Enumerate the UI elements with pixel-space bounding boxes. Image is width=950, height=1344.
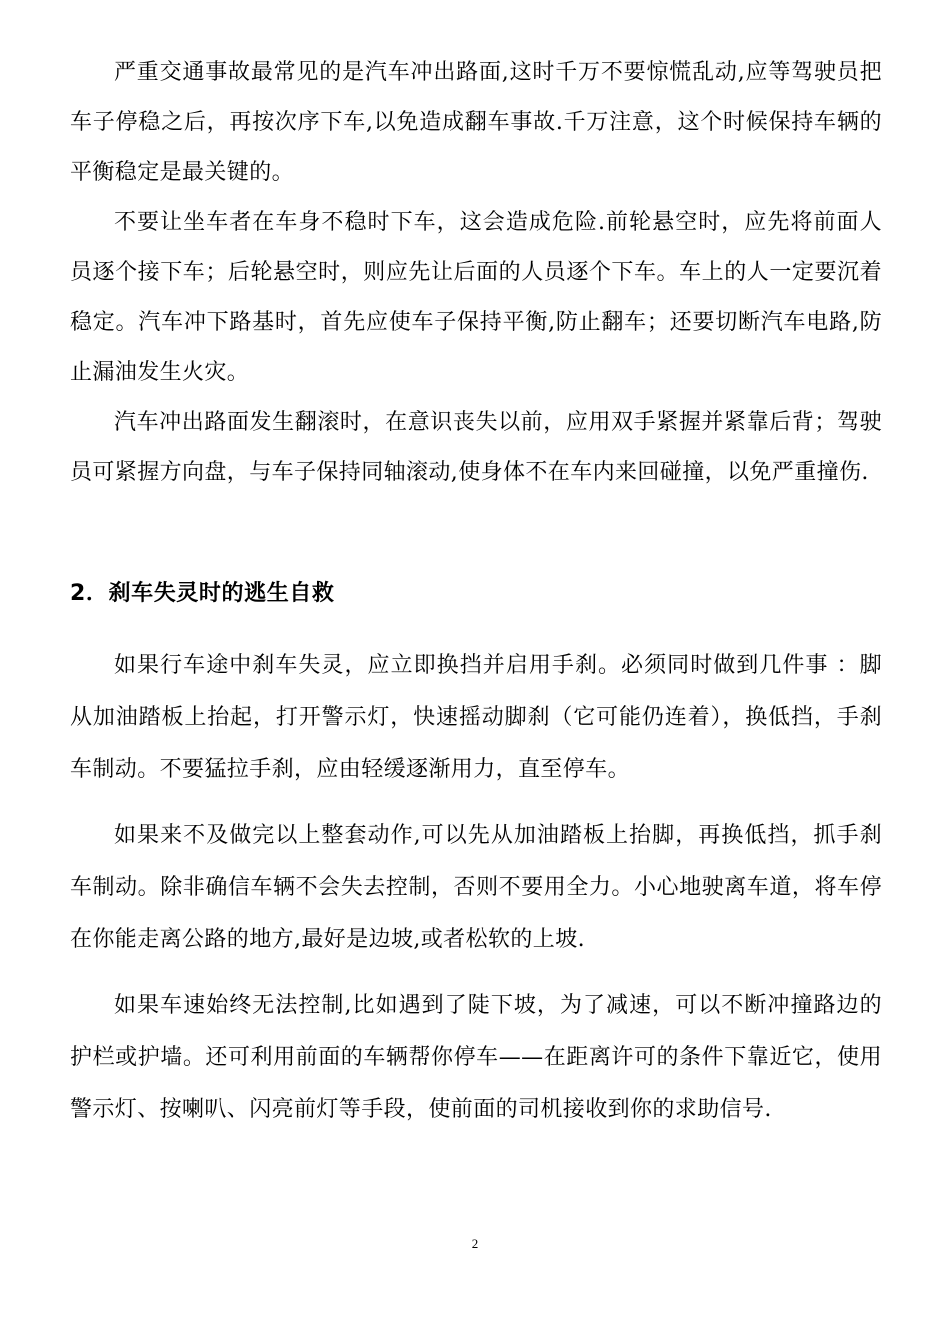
paragraph-exiting-unstable-vehicle: 不要让坐车者在车身不稳时下车，这会造成危险.前轮悬空时，应先将前面人员逐个接下车；后轮悬空时，则应先让后面的人员逐个下车。车上的人一定要沉着稳定。汽车冲下路基时，首先应使车子保持平衡,防止翻车；还要切断汽车电路,防止漏油发生火灾。: [70, 210, 882, 385]
page-number: 2: [471, 1236, 479, 1251]
section-heading-brake-failure: 2．刹车失灵时的逃生自救: [70, 581, 335, 606]
paragraph-vehicle-off-road: 严重交通事故最常见的是汽车冲出路面,这时千万不要惊慌乱动,应等驾驶员把车子停稳之后，再按次序下车,以免造成翻车事故.千万注意，这个时候保持车辆的平衡稳定是最关键的。: [70, 60, 882, 185]
paragraph-brake-failure-steps: 如果行车途中刹车失灵，应立即换挡并启用手刹。必须同时做到几件事 ：脚从加油踏板上抬起，打开警示灯，快速摇动脚刹（它可能仍连着），换低挡，手刹车制动。不要猛拉手刹，应由轻缓逐渐用力，直至停车。: [70, 653, 882, 782]
paragraph-vehicle-rollover: 汽车冲出路面发生翻滚时，在意识丧失以前，应用双手紧握并紧靠后背；驾驶员可紧握方向盘，与车子保持同轴滚动,使身体不在车内来回碰撞，以免严重撞伤.: [70, 410, 882, 485]
paragraph-uncontrollable-speed: 如果车速始终无法控制,比如遇到了陡下坡，为了减速，可以不断冲撞路边的护栏或护墙。还可利用前面的车辆帮你停车——在距离许可的条件下靠近它，使用警示灯、按喇叭、闪亮前灯等手段，使前面的司机接收到你的求助信号.: [70, 993, 882, 1122]
paragraph-brake-failure-shortcut: 如果来不及做完以上整套动作,可以先从加油踏板上抬脚，再换低挡，抓手刹车制动。除非确信车辆不会失去控制，否则不要用全力。小心地驶离车道，将车停在你能走离公路的地方,最好是边坡,或者松软的上坡.: [70, 823, 882, 952]
